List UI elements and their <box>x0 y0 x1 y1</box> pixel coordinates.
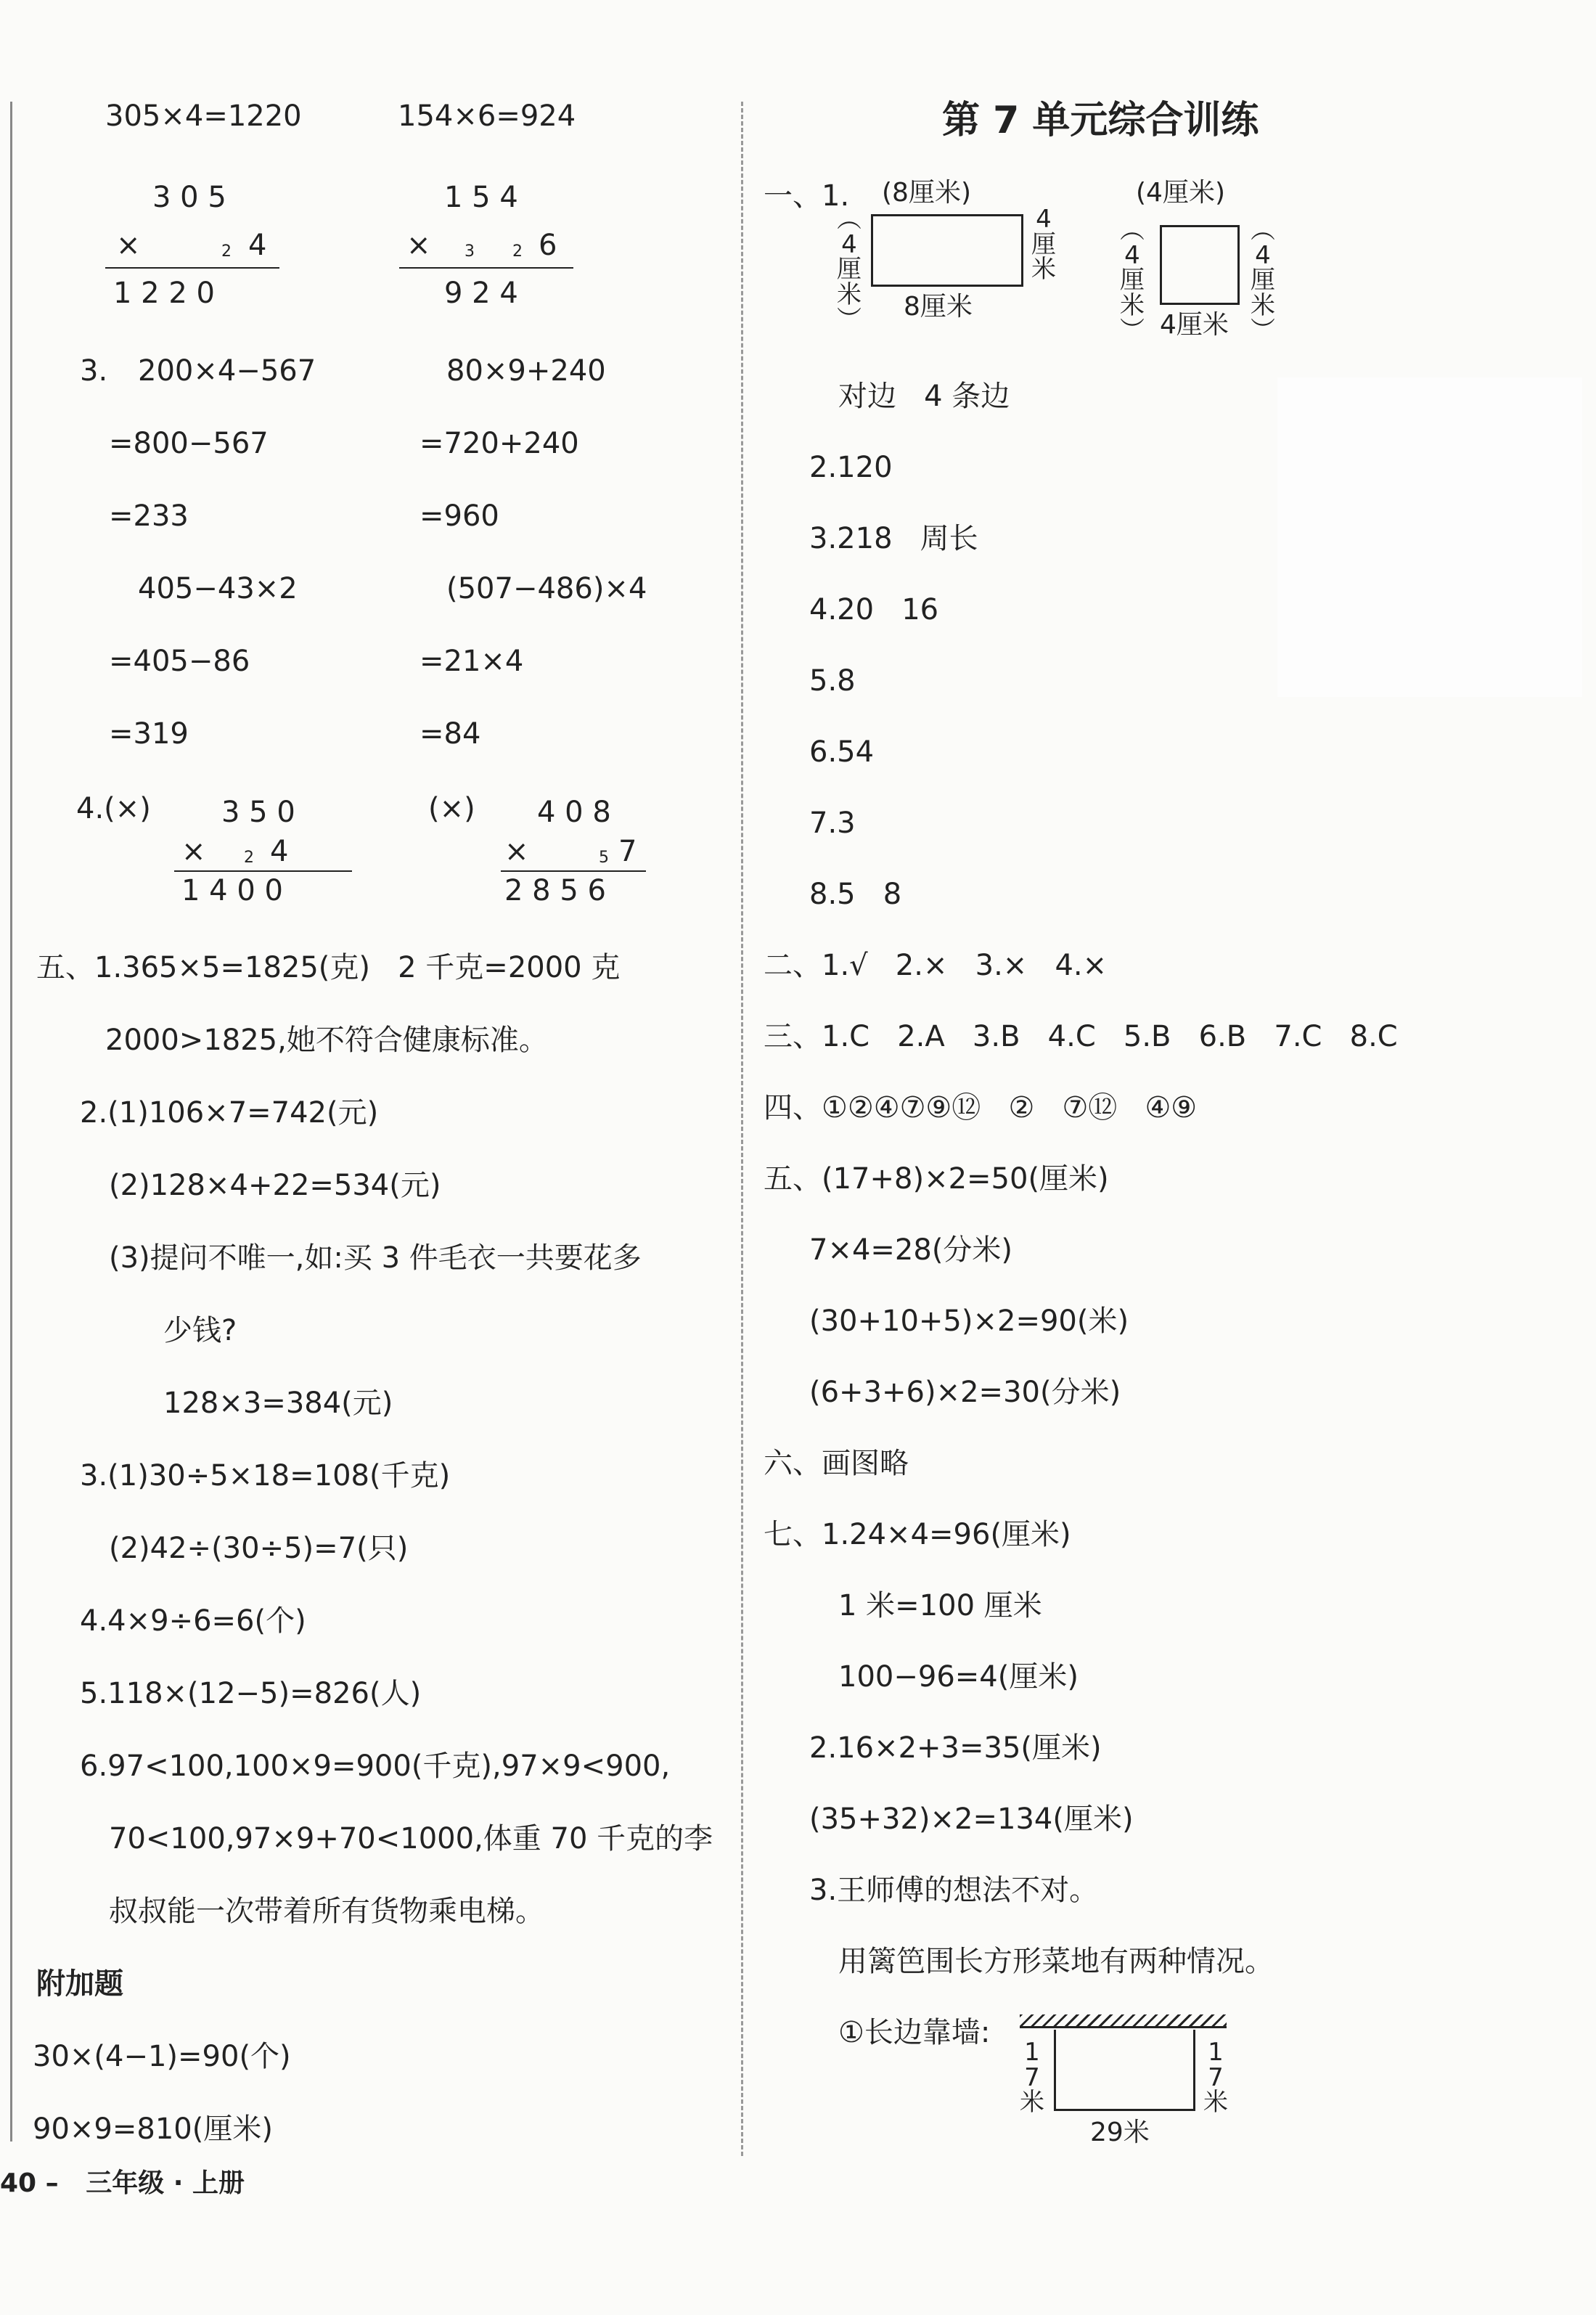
page-footer: 40 – 三年级 · 上册 <box>0 2168 245 2198</box>
rect1-left-label: ︵ 4 厘 米 ︶ <box>837 205 862 335</box>
extra-line-2: 90×9=810(厘米) <box>33 2112 273 2146</box>
vm3-line <box>174 870 352 872</box>
eq-154x6: 154×6=924 <box>398 99 576 133</box>
vm1-carry: 2 <box>221 242 232 261</box>
vm1-result: 1 2 2 0 <box>113 277 215 310</box>
one-line-1: 对边 4 条边 <box>838 380 1010 413</box>
q3-b5: =21×4 <box>420 645 524 678</box>
r-five-line-3: (30+10+5)×2=90(米) <box>809 1305 1129 1338</box>
seven-line-8: ①长边靠墙: <box>838 2016 991 2049</box>
vm2-result: 9 2 4 <box>444 277 518 310</box>
q3-a5: =405−86 <box>109 645 250 678</box>
vm3-op: × <box>181 835 206 868</box>
q3-b2: =720+240 <box>420 427 579 460</box>
rect1-top-label: (8厘米) <box>882 178 971 208</box>
five-line-10: 4.4×9÷6=6(个) <box>80 1604 306 1638</box>
q3-b1: 80×9+240 <box>446 354 606 388</box>
one-line-8: 8.5 8 <box>809 878 902 911</box>
vm3-result: 1 4 0 0 <box>181 874 283 907</box>
vm2-line <box>399 267 573 269</box>
one-line-4: 4.20 16 <box>809 593 939 626</box>
wall-left-label: 1 7 米 <box>1020 2038 1044 2118</box>
seven-line-4: 2.16×2+3=35(厘米) <box>809 1731 1102 1765</box>
square-4x4 <box>1160 225 1240 305</box>
vm3-top: 3 5 0 <box>221 796 295 829</box>
vm4-op: × <box>504 835 529 868</box>
five-line-14: 叔叔能一次带着所有货物乘电梯。 <box>109 1895 544 1928</box>
square-right-label: ︵ 4 厘 米 ︶ <box>1251 216 1275 346</box>
garden-rectangle <box>1054 2030 1195 2111</box>
one-line-3: 3.218 周长 <box>809 522 978 555</box>
vm4-top: 4 0 8 <box>537 796 611 829</box>
seven-line-6: 3.王师傅的想法不对。 <box>809 1874 1099 1907</box>
vm1-op: × <box>116 229 141 262</box>
five-line-7: 128×3=384(元) <box>163 1387 393 1420</box>
five-line-2: 2000>1825,她不符合健康标准。 <box>105 1024 548 1057</box>
q3-a3: =233 <box>109 499 189 533</box>
vm3-carry: 2 <box>244 849 254 867</box>
section-two: 二、1.√ 2.× 3.× 4.× <box>764 949 1108 982</box>
seven-line-2: 1 米=100 厘米 <box>838 1589 1042 1622</box>
vm2-op: × <box>406 229 431 262</box>
seven-line-3: 100−96=4(厘米) <box>838 1660 1079 1694</box>
section-six: 六、画图略 <box>764 1447 909 1480</box>
five-line-4: (2)128×4+22=534(元) <box>109 1169 441 1202</box>
five-line-3: 2.(1)106×7=742(元) <box>80 1096 379 1130</box>
q4b-label: (×) <box>428 792 475 825</box>
five-line-13: 70<100,97×9+70<1000,体重 70 千克的李 <box>109 1822 713 1855</box>
section-three: 三、1.C 2.A 3.B 4.C 5.B 6.B 7.C 8.C <box>764 1020 1398 1053</box>
wall-hatching <box>1020 2014 1227 2028</box>
r-five-line-1: 五、(17+8)×2=50(厘米) <box>764 1162 1109 1196</box>
q4-label: 4.(×) <box>76 792 151 825</box>
section-four: 四、①②④⑦⑨⑫ ② ⑦⑫ ④⑨ <box>764 1091 1198 1124</box>
seven-line-1: 七、1.24×4=96(厘米) <box>764 1518 1071 1551</box>
vm4-result: 2 8 5 6 <box>504 874 606 907</box>
vm4-line <box>501 870 646 872</box>
q3-a2: =800−567 <box>109 427 269 460</box>
q3-b4: (507−486)×4 <box>446 572 647 605</box>
five-line-1: 五、1.365×5=1825(克) 2 千克=2000 克 <box>36 951 621 984</box>
one-line-2: 2.120 <box>809 451 893 484</box>
five-line-6: 少钱? <box>163 1314 237 1347</box>
five-line-8: 3.(1)30÷5×18=108(千克) <box>80 1459 451 1493</box>
seven-line-5: (35+32)×2=134(厘米) <box>809 1802 1134 1836</box>
vm3-multiplier: 4 <box>270 835 289 868</box>
vm2-carry1: 3 <box>465 242 475 261</box>
vm2-top: 1 5 4 <box>444 181 518 214</box>
rect1-bottom-label: 8厘米 <box>904 292 973 322</box>
q3-a6: =319 <box>109 717 189 751</box>
square-top-label: (4厘米) <box>1136 178 1225 208</box>
q3-a1: 200×4−567 <box>138 354 316 388</box>
one-line-6: 6.54 <box>809 735 875 769</box>
vm1-top: 3 0 5 <box>152 181 226 214</box>
column-divider <box>741 102 743 2156</box>
wall-right-label: 1 7 米 <box>1203 2038 1228 2118</box>
five-line-11: 5.118×(12−5)=826(人) <box>80 1677 422 1710</box>
vm1-multiplier: 4 <box>248 229 267 262</box>
one-line-5: 5.8 <box>809 664 856 698</box>
page-edge-line <box>10 102 12 2142</box>
q3-b6: =84 <box>420 717 481 751</box>
r-five-line-4: (6+3+6)×2=30(分米) <box>809 1376 1121 1409</box>
q3-b3: =960 <box>420 499 499 533</box>
five-line-5: (3)提问不唯一,如:买 3 件毛衣一共要花多 <box>109 1241 642 1275</box>
rect1-right-label: 4 厘 米 <box>1031 205 1056 285</box>
wall-bottom-label: 29米 <box>1090 2118 1150 2147</box>
vm4-carry: 5 <box>599 849 609 867</box>
seven-line-7: 用篱笆围长方形菜地有两种情况。 <box>838 1945 1274 1978</box>
vm2-multiplier: 6 <box>539 229 557 262</box>
extra-line-1: 30×(4−1)=90(个) <box>33 2040 291 2073</box>
square-bottom-label: 4厘米 <box>1160 310 1229 340</box>
vm2-carry2: 2 <box>512 242 523 261</box>
one-label: 一、1. <box>764 179 850 213</box>
five-line-12: 6.97<100,100×9=900(千克),97×9<900, <box>80 1749 671 1783</box>
unit-title: 第 7 单元综合训练 <box>942 99 1259 142</box>
five-line-9: (2)42÷(30÷5)=7(只) <box>109 1532 409 1565</box>
r-five-line-2: 7×4=28(分米) <box>809 1233 1013 1267</box>
q3-a4: 405−43×2 <box>138 572 298 605</box>
extra-title: 附加题 <box>36 1967 123 2001</box>
eq-305x4: 305×4=1220 <box>105 99 302 133</box>
vm4-multiplier: 7 <box>618 835 637 868</box>
q3-label: 3. <box>80 354 108 388</box>
square-left-label: ︵ 4 厘 米 ︶ <box>1120 216 1145 346</box>
bleed-through-patch <box>1277 377 1582 697</box>
vm1-line <box>105 267 279 269</box>
rectangle-8x4 <box>871 214 1023 287</box>
one-line-7: 7.3 <box>809 807 856 840</box>
